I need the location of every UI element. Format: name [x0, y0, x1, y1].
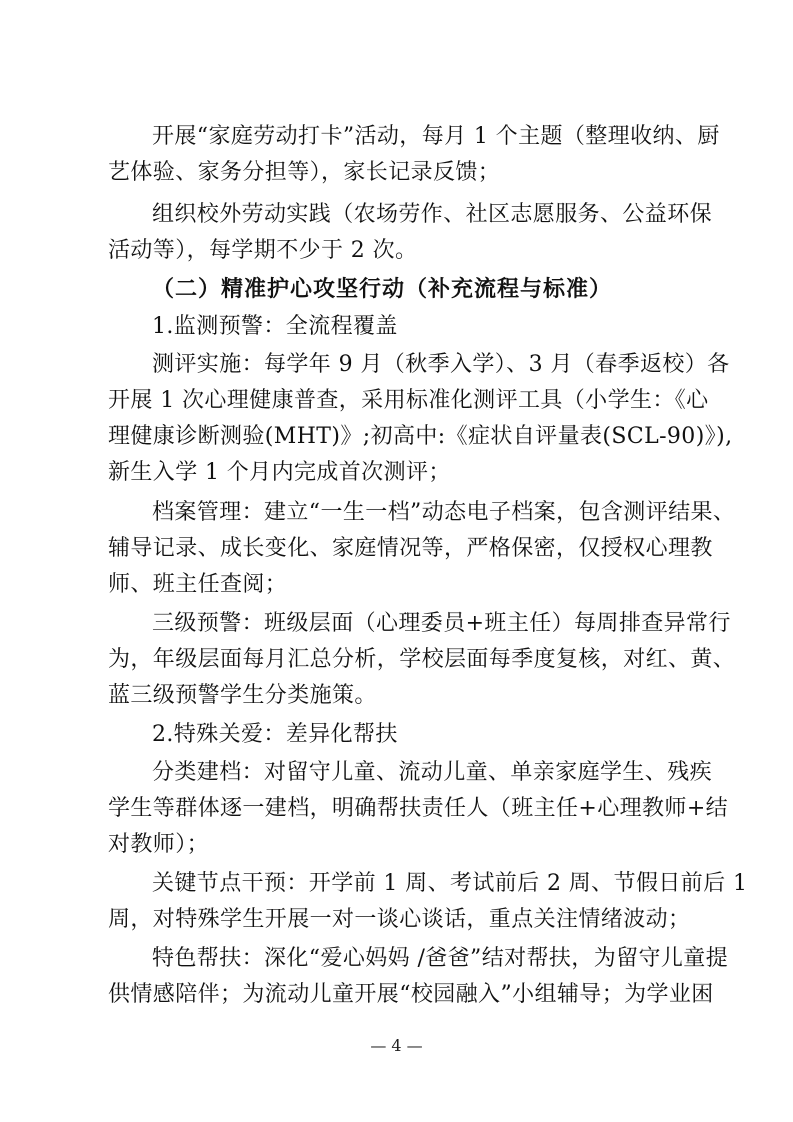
- paragraph-line: 组织校外劳动实践（农场劳作、社区志愿服务、公益环保: [152, 202, 713, 227]
- paragraph-line: 活动等），每学期不少于 2 次。: [108, 238, 418, 263]
- page-number: — 4 —: [370, 1036, 423, 1055]
- paragraph-line: 分类建档：对留守儿童、流动儿童、单亲家庭学生、残疾: [152, 760, 713, 785]
- paragraph-line: 对教师）；: [108, 832, 210, 857]
- paragraph-line: 师、班主任查阅；: [108, 572, 288, 597]
- paragraph-line: 供情感陪伴；为流动儿童开展“校园融入”小组辅导；为学业困: [108, 982, 714, 1007]
- paragraph-line: 新生入学 1 个月内完成首次测评；: [108, 460, 451, 485]
- paragraph-line: 档案管理：建立“一生一档”动态电子档案，包含测评结果、: [152, 500, 736, 525]
- paragraph-line: 开展 1 次心理健康普查，采用标准化测评工具（小学生：《心: [108, 388, 709, 413]
- paragraph-line: 学生等群体逐一建档，明确帮扶责任人（班主任+心理教师+结: [108, 796, 729, 821]
- section-heading: （二）精准护心攻坚行动（补充流程与标准）: [152, 276, 613, 302]
- paragraph-line: 艺体验、家务分担等），家长记录反馈；: [108, 160, 501, 185]
- paragraph-line: 为，年级层面每月汇总分析，学校层面每季度复核，对红、黄、: [108, 647, 736, 672]
- paragraph-line: 辅导记录、成长变化、家庭情况等，严格保密，仅授权心理教: [108, 536, 713, 561]
- paragraph-line: 周，对特殊学生开展一对一谈心谈话，重点关注情绪波动；: [108, 907, 691, 932]
- paragraph-line: 三级预警：班级层面（心理委员+班主任）每周排查异常行: [152, 611, 731, 636]
- paragraph-line: 开展“家庭劳动打卡”活动，每月 1 个主题（整理收纳、厨: [152, 124, 720, 149]
- paragraph-line: 测评实施：每学年 9 月（秋季入学）、3 月（春季返校）各: [152, 352, 730, 377]
- paragraph-line: 关键节点干预：开学前 1 周、考试前后 2 周、节假日前后 1: [152, 871, 748, 896]
- subsection-heading: 1.监测预警：全流程覆盖: [152, 314, 398, 339]
- subsection-heading: 2.特殊关爱：差异化帮扶: [152, 722, 398, 747]
- paragraph-line: 特色帮扶：深化“爱心妈妈 /爸爸”结对帮扶，为留守儿童提: [152, 946, 729, 971]
- paragraph-line: 蓝三级预警学生分类施策。: [108, 683, 377, 708]
- paragraph-line: 理健康诊断测验(MHT)》;初高中:《症状自评量表(SCL-90)》),: [108, 424, 733, 449]
